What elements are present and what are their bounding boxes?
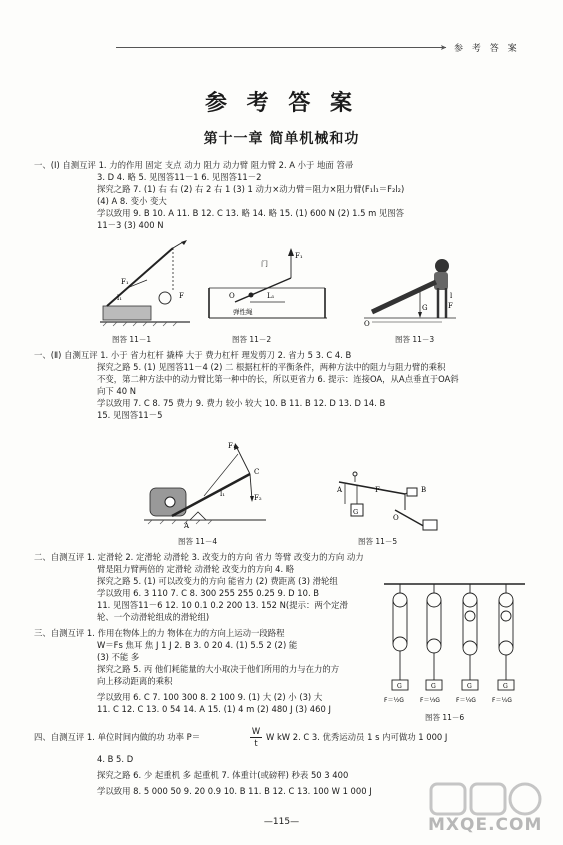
answer-line: 向上移动距离的乘积: [97, 676, 173, 686]
svg-text:l₁: l₁: [117, 294, 123, 302]
answer-line: 探究之路 5. (1) 见图答11－4 (2) 二 根据杠杆的平衡条件，两种方法中的阻力与阻力臂的乘积: [97, 362, 446, 372]
answer-line: 不变，第二种方法中的动力臂比第一种中的长，所以更省力 6. 提示：连接OA，从A点垂直于OA斜: [97, 374, 459, 384]
figure-11-4-ramp-lever-diagram: [140, 440, 270, 530]
answer-line: 四、自测互评 1. 单位时间内做的功 功率 P＝: [34, 732, 201, 742]
page-title: 参 考 答 案: [205, 90, 358, 116]
svg-text:G: G: [353, 508, 359, 516]
svg-text:O: O: [229, 292, 235, 300]
fraction-denominator: t: [254, 738, 258, 748]
answer-line: 11－3 (3) 400 N: [97, 220, 164, 230]
answer-line: 学以致用 6. 3 110 7. C 8. 300 255 255 0.25 9. D 10. B: [97, 588, 320, 598]
svg-text:F＝½G: F＝½G: [384, 697, 404, 704]
answer-line: 臂是阻力臂两倍的 定滑轮 动滑轮 改变力的方向 4. 略: [97, 564, 295, 574]
answer-line: 学以致用 8. 5 000 50 9. 20 0.9 10. B 11. B 12. C 13. 100 W 1 000 J: [97, 786, 372, 796]
answer-line: 一、(Ⅰ) 自测互评 1. 力的作用 固定 支点 动力 阻力 动力臂 阻力臂 2. A 小于 地面 笤帚: [34, 160, 354, 170]
answer-line: 15. 见图答11－5: [97, 410, 163, 420]
svg-text:A: A: [337, 486, 343, 494]
answer-line: (3) 不能 多: [97, 652, 140, 662]
answer-line: W kW 2. C 3. 优秀运动员 1 s 内可做功 1 000 J: [266, 732, 448, 742]
answer-line: (4) A 8. 变小 变大: [97, 196, 167, 206]
answer-line: 3. D 4. 略 5. 见图答11－1 6. 见图答11－2: [97, 172, 262, 182]
answer-line: 一、(Ⅱ) 自测互评 1. 小于 省力杠杆 撬棒 大于 费力杠杆 理发剪刀 2. 省力 5 3. C 4. B: [34, 350, 352, 360]
answer-line: 4. B 5. D: [97, 754, 134, 764]
running-head: 参 考 答 案: [454, 44, 520, 54]
answer-line: 11. 见图答11－6 12. 10 0.1 0.2 200 13. 152 N(提示：两个定滑: [97, 600, 348, 610]
figure-11-1-lever-diagram: [95, 240, 195, 332]
svg-text:F: F: [375, 486, 380, 494]
figure-caption: 图答 11－4: [178, 537, 218, 546]
svg-text:B: B: [421, 486, 427, 494]
svg-text:C: C: [254, 468, 260, 476]
answer-line: 学以致用 6. C 7. 100 300 8. 2 100 9. (1) 大 (2) 小 (3) 大: [97, 692, 323, 702]
answer-line: 学以致用 7. C 8. 75 费力 9. 费力 较小 较大 10. B 11. B 12. D 13. D 14. B: [97, 398, 386, 408]
answer-line: 学以致用 9. B 10. A 11. B 12. C 13. 略 14. 略 15. (1) 600 N (2) 1.5 m 见图答: [97, 208, 405, 218]
watermark-text: MXQE.COM: [428, 815, 543, 835]
svg-text:F＝⅓G: F＝⅓G: [420, 697, 440, 704]
answer-line: 三、自测互评 1. 作用在物体上的力 物体在力的方向上运动一段路程: [34, 628, 285, 638]
figure-caption: 图答 11－2: [232, 335, 272, 344]
svg-text:F: F: [179, 292, 184, 300]
svg-text:G: G: [422, 304, 428, 312]
svg-text:弹性绳: 弹性绳: [233, 308, 253, 316]
svg-text:F＝¼G: F＝¼G: [456, 697, 476, 704]
figure-caption: 图答 11－6: [425, 713, 465, 722]
svg-text:F＝⅕G: F＝⅕G: [492, 697, 512, 704]
figure-caption: 图答 11－3: [395, 335, 435, 344]
answer-line: 轮、一个动滑轮组成的滑轮组): [97, 612, 210, 622]
svg-text:l₁: l₁: [220, 490, 226, 498]
figure-11-3-pushup-diagram: [360, 252, 460, 332]
svg-text:O: O: [393, 514, 399, 522]
figure-11-2-door-diagram: [205, 248, 330, 330]
answer-line: 向下 40 N: [97, 386, 136, 396]
figure-caption: 图答 11－5: [358, 537, 398, 546]
fraction-numerator: W: [251, 726, 261, 736]
svg-text:F₁: F₁: [121, 278, 129, 286]
header-arrow-icon: ➤: [440, 43, 447, 52]
svg-text:G: G: [467, 683, 472, 690]
svg-text:A: A: [184, 522, 190, 530]
answer-line: 二、自测互评 1. 定滑轮 2. 定滑轮 动滑轮 3. 改变力的方向 省力 等臂 改变力的方向 动力: [34, 552, 364, 562]
svg-text:O: O: [364, 320, 370, 328]
figure-11-6-pulley-diagram: [382, 580, 527, 708]
figure-caption: 图答 11－1: [112, 335, 152, 344]
answer-line: 探究之路 6. 少 起重机 多 起重机 7. 体重计(或磅秤) 秒表 50 3 400: [97, 770, 349, 780]
header-rule: [116, 47, 446, 48]
answer-line: 11. C 12. C 13. 0 54 14. A 15. (1) 4 m (2) 480 J (3) 460 J: [97, 704, 331, 714]
svg-text:G: G: [503, 683, 508, 690]
answer-line: 探究之路 5. 丙 他们耗能量的大小取决于他们所用的力与在力的方: [97, 664, 340, 674]
answer-line: W＝Fs 焦耳 焦 J 1 J 2. B 3. 0 20 4. (1) 5.5 2 (2) 能: [97, 640, 298, 650]
svg-text:F₂: F₂: [254, 494, 262, 502]
svg-text:G: G: [397, 683, 402, 690]
svg-text:F: F: [448, 302, 453, 310]
svg-text:L₁: L₁: [267, 292, 275, 300]
answer-line: 探究之路 5. (1) 可以改变力的方向 能省力 (2) 费距离 (3) 滑轮组: [97, 576, 338, 586]
answer-line: 探究之路 7. (1) 右 右 (2) 右 2 右 1 (3) 1 动力×动力臂＝阻力×阻力臂(F₁l₁＝F₂l₂): [97, 184, 405, 194]
svg-text:门: 门: [261, 260, 268, 268]
page-number: —115—: [263, 817, 300, 827]
figure-11-5-lever-system-diagram: [335, 462, 440, 534]
svg-text:l: l: [450, 292, 453, 300]
svg-text:G: G: [431, 683, 436, 690]
svg-text:F₁: F₁: [295, 252, 303, 260]
svg-text:F₁: F₁: [228, 442, 236, 450]
chapter-title: 第十一章 简单机械和功: [203, 131, 360, 147]
